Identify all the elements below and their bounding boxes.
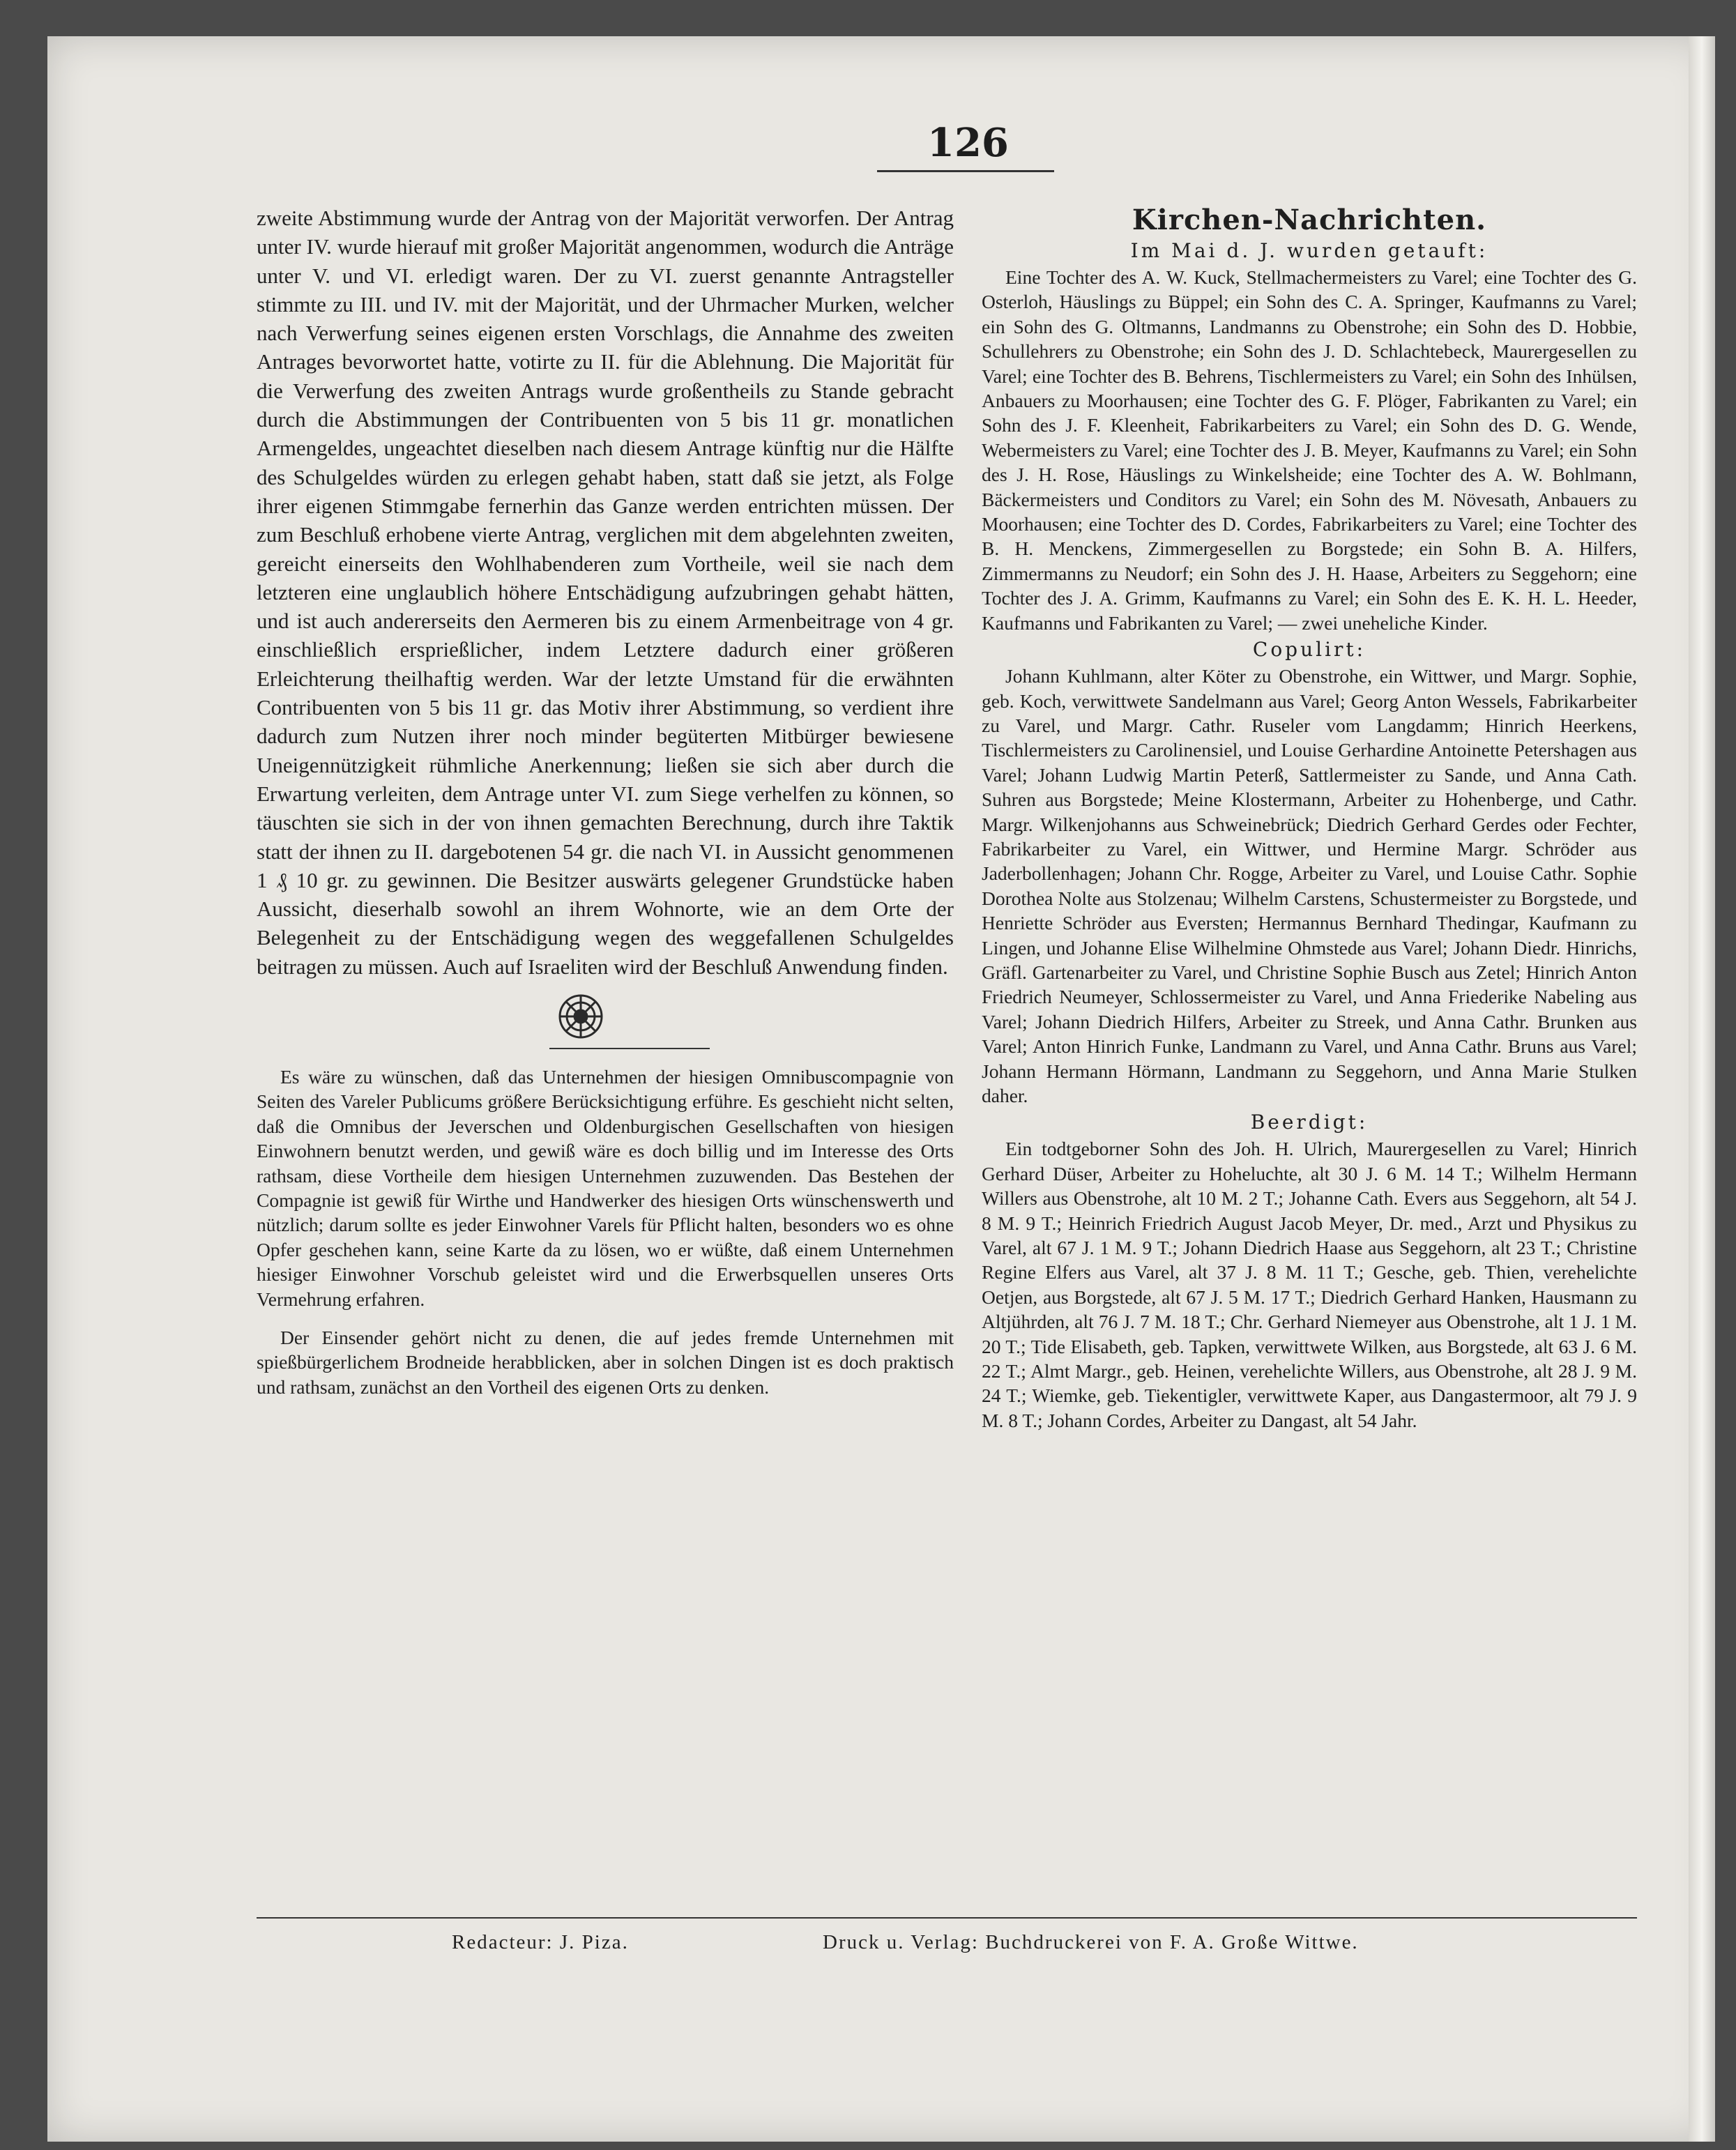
article-paragraph-2: Es wäre zu wünschen, daß das Unternehmen der hiesigen Omnibuscompagnie von Seiten des Vareler Publicums größere Berücksichtigung erführe. Es geschieht nicht selten, daß die Omnibus der Jeverschen und Oldenburgischen Gesellschaften von hiesigen Einwohnern benutzt werden, und gewiß wäre es doch billig und im Interesse des Orts rathsam, diese Vortheile dem hiesigen Unternehmen zuzuwenden. Das Bestehen der Compagnie ist gewiß für Wirthe und Handwerker des hiesigen Orts wünschenswerth und nützlich; darum sollte es jeder Einwohner Varels für Pflicht halten, besonders wo es ohne Opfer geschehen kann, seine Karte da zu lösen, wo er wüßte, daß einem Unternehmen hiesiger Einwohner Vorschub geleistet wird und die Erwerbsquellen unseres Orts Vermehrung erfahren. — [257, 1066, 954, 1310]
baptisms-heading: Im Mai d. J. wurden getauft: — [1130, 239, 1488, 262]
marriages-text: Johann Kuhlmann, alter Köter zu Obenstrohe, ein Wittwer, und Margr. Sophie, geb. Koch, verwittwete Sandelmann aus Varel; Georg Anton Wessels, Fabrikarbeiter zu Varel, und Margr. Cathr. Ruseler vom Langdamm; Hinrich Heerkens, Tischlermeisters zu Carolinensiel, und Louise Gerhardine Antoinette Petershagen aus Varel; Johann Ludwig Martin Peterß, Sattlermeister zu Sande, und Anna Cath. Suhren aus Borgstede; Meine Klostermann, Arbeiter zu Hohenberge, und Cathr. Margr. Wilkenjohanns aus Schweinebrück; Diedrich Gerhard Gerdes oder Fechter, Fabrikarbeiter zu Varel, ein Wittwer, und Hermine Margr. Schröder aus Jaderbollenhagen; Johann Chr. Rogge, Arbeiter zu Varel, und Louise Cathr. Sophie Dorothea Nolte aus Stolzenau; Wilhelm Carstens, Schustermeister zu Borgstede, und Henriette Schröder aus Eversten; Hermannus Bernhard Thedingar, Kaufmann zu Lingen, und Johanne Elise Wilhelmine Ohmstede aus Varel; Johann Diedr. Hinrichs, Gräfl. Gartenarbeiter zu Varel, und Christine Sophie Busch aus Zetel; Hinrich Anton Friedrich Neumeyer, Schlossermeister zu Varel, und Anna Friederike Nabeling aus Varel; Johann Diedrich Hilfers, Arbeiter zu Streek, und Anna Cathr. Brunken aus Varel; Anton Hinrich Funke, Landmann zu Varel, und Anna Cathr. Bruns aus Varel; Johann Hermann Hörmann, Landmann zu Seggehorn, und Anna Marie Stulken daher. — [982, 665, 1637, 1106]
section-divider — [549, 1048, 710, 1049]
marriages-heading: Copulirt: — [1252, 638, 1366, 662]
footer-rule — [257, 1917, 1637, 1919]
footer-printer: Druck u. Verlag: Buchdruckerei von F. A. Große Wittwe. — [823, 1931, 1359, 1953]
baptisms-text: Eine Tochter des A. W. Kuck, Stellmachermeisters zu Varel; eine Tochter des G. Osterloh, Häuslings zu Büppel; ein Sohn des C. A. Springer, Kaufmanns zu Varel; ein Sohn des G. Oltmanns, Landmanns zu Obenstrohe; ein Sohn des D. Hobbie, Schullehrers zu Obenstrohe; ein Sohn des J. D. Schlachtebeck, Maurergesellen zu Varel; eine Tochter des B. Behrens, Tischlermeisters zu Varel; ein Sohn des Inhülsen, Anbauers zu Moorhausen; eine Tochter des G. F. Plöger, Fabrikanten zu Varel; ein Sohn des J. F. Kleenheit, Fabrikarbeiters zu Varel; ein Sohn des D. G. Wende, Webermeisters zu Varel; eine Tochter des J. B. Meyer, Kaufmanns zu Varel; ein Sohn des J. H. Rose, Häuslings zu Winkelsheide; eine Tochter des A. W. Bohlmann, Bäckermeisters und Conditors zu Varel; ein Sohn des M. Növesath, Anbauers zu Moorhausen; eine Tochter des D. Cordes, Fabrikarbeiters zu Varel; eine Tochter des B. H. Menckens, Zimmergesellen zu Borgstede; ein Sohn B. A. Hilfers, Zimmermanns zu Neudorf; ein Sohn des J. H. Haase, Arbeiters zu Seggehorn; eine Tochter des J. A. Grimm, Kaufmanns zu Varel; ein Sohn des E. K. H. L. Heeder, Kaufmanns und Fabrikanten zu Varel; — zwei uneheliche Kinder. — [982, 266, 1637, 634]
newspaper-page — [47, 36, 1715, 2142]
burials-text: Ein todtgeborner Sohn des Joh. H. Ulrich, Maurergesellen zu Varel; Hinrich Gerhard Düser, Arbeiter zu Hoheluchte, alt 30 J. 6 M. 14 T.; Wilhelm Hermann Willers aus Obenstrohe, alt 10 M. 2 T.; Johanne Cath. Evers aus Seggehorn, alt 54 J. 8 M. 9 T.; Heinrich Friedrich August Jacob Meyer, Dr. med., Arzt und Physikus zu Varel, alt 67 J. 1 M. 9 T.; Johann Diedrich Haase aus Seggehorn, alt 23 T.; Christine Regine Elfers aus Varel, alt 37 J. 8 M. 11 T.; Gesche, geb. Thien, verehelichte Oetjen, aus Borgstede, alt 67 J. 5 M. 17 T.; Diedrich Gerhard Hanken, Hausmann zu Altjührden, alt 76 J. 7 M. 18 T.; Chr. Gerhard Niemeyer aus Obenstrohe, alt 1 J. 1 M. 20 T.; Tide Elisabeth, geb. Tapken, verwittwete Wilken, aus Borgstede, alt 63 J. 6 M. 22 T.; Almt Margr., geb. Heinen, verehelichte Willers, aus Obenstrohe, alt 28 J. 9 M. 24 T.; Wiemke, geb. Tiekentigler, verwittwete Kaper, aus Dangastermoor, alt 79 J. 9 M. 8 T.; Johann Cordes, Arbeiter zu Dangast, alt 54 Jahr. — [982, 1138, 1637, 1431]
page-edge — [1689, 36, 1715, 2142]
rosette-ornament-icon — [555, 991, 607, 1042]
left-column — [257, 204, 954, 1399]
footer-editor: Redacteur: J. Piza. — [452, 1931, 629, 1953]
page-number: 126 — [927, 120, 1009, 166]
church-news-heading: Kirchen-Nachrichten. — [1132, 204, 1487, 236]
article-paragraph-1: zweite Abstimmung wurde der Antrag von der Majorität verworfen. Der Antrag unter IV. wurde hierauf mit großer Majorität angenommen, wodurch die Anträge unter V. und VI. erledigt waren. Der zu VI. zuerst genannte Antragsteller stimmte zu III. und IV. mit der Majorität, und der Uhrmacher Murken, welcher nach Verwerfung seines eigenen ersten Vorschlags, die Annahme des zweiten Antrages bevorwortet hatte, votirte zu II. für die Ablehnung. Die Majorität für die Verwerfung des zweiten Antrags wurde großentheils zu Stande gebracht durch die Abstimmungen der Contribuenten von 5 bis 11 gr. monatlichen Armengeldes, ungeachtet dieselben nach diesem Antrage künftig nur die Hälfte des Schulgeldes würden zu erlegen gehabt haben, statt daß sie jetzt, als Folge ihrer eigenen Stimmgabe fernerhin das Ganze werden entrichten müssen. Der zum Beschluß erhobene vierte Antrag, verglichen mit dem abgelehnten zweiten, gereicht einerseits den Wohlhabenderen zum Vortheile, weil sie nach dem letzteren eine unglaublich höhere Entschädigung aufzubringen gehabt hätten, und ist auch andererseits den Aermeren bis zu einem Armenbeitrage von 4 gr. einschließlich ersprießlicher, indem Letztere dadurch einer größeren Erleichterung theilhaftig werden. War der letzte Umstand für die erwähnten Contribuenten von 5 bis 11 gr. das Motiv ihrer Abstimmung, so verdient ihre dadurch zum Nutzen ihrer noch minder begüterten Mitbürger bewiesene Uneigennützigkeit rühmliche Anerkennung; ließen sie sich aber durch die Erwartung verleiten, dem Antrage unter VI. zum Siege verhelfen zu können, so täuschten sie sich in der von ihnen gemachten Berechnung, durch ihre Taktik statt der ihnen zu II. dargebotenen 54 gr. die nach VI. in Aussicht genommenen 1 ₰ 10 gr. zu gewinnen. Die Besitzer auswärts gelegener Grundstücke haben Aussicht, dieserhalb sowohl an ihrem Wohnorte, wie an dem Orte der Belegenheit zu der Entschädigung wegen des weggefallenen Schulgeldes beitragen zu müssen. Auch auf Israeliten wird der Beschluß Anwendung finden. — [257, 206, 954, 979]
article-paragraph-3: Der Einsender gehört nicht zu denen, die auf jedes fremde Unternehmen mit spießbürgerlichem Brodneide herabblicken, aber in solchen Dingen ist es doch praktisch und rathsam, zunächst an den Vortheil des eigenen Orts zu denken. — [257, 1327, 954, 1398]
right-column — [982, 204, 1637, 1433]
page-number-rule — [877, 170, 1054, 172]
burials-heading: Beerdigt: — [1250, 1111, 1369, 1134]
